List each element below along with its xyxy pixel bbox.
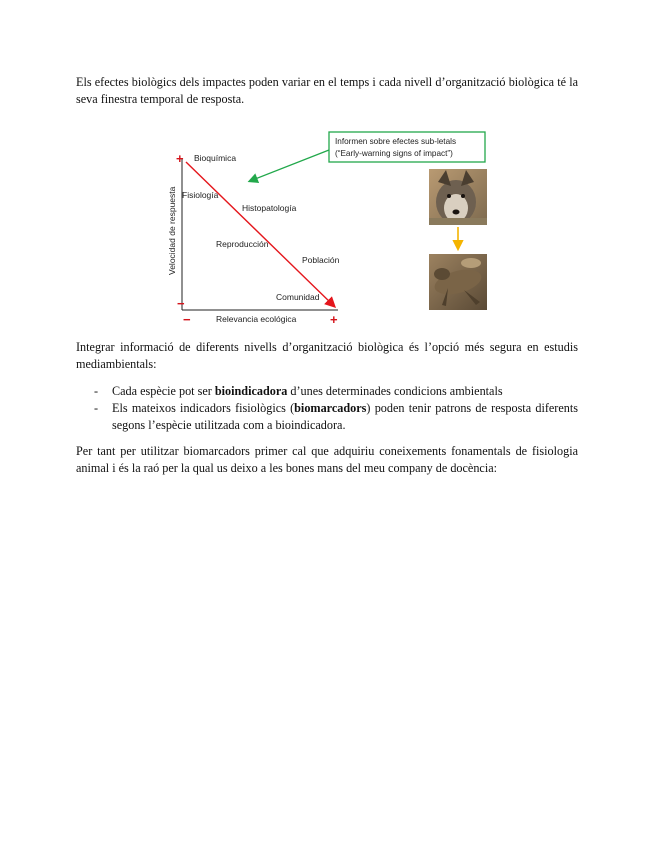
- bullet-item-bioindicator: - Cada espècie pot ser bioindicadora d’unes determinades condicions ambientals: [94, 384, 503, 398]
- response-relevance-figure: [76, 130, 578, 330]
- y-plus-mark: +: [176, 151, 184, 166]
- level-poblacion: Población: [302, 255, 340, 265]
- callout-line-1: Informen sobre efectes sub-letals: [335, 137, 457, 146]
- bullet-dash: -: [94, 401, 99, 415]
- level-comunidad: Comunidad: [276, 292, 320, 302]
- level-histopatologia: Histopatología: [242, 203, 297, 213]
- level-fisiologia: Fisiología: [182, 190, 219, 200]
- figure-svg: [76, 130, 578, 330]
- wolf-photo: [429, 169, 487, 225]
- callout-line-2: (“Early-warning signs of impact”): [335, 149, 453, 158]
- dead-animal-photo: [429, 254, 487, 310]
- bullet-dash: -: [94, 384, 99, 398]
- y-minus-mark: −: [177, 296, 185, 311]
- integration-paragraph: Integrar informació de diferents nivells d’organització biològica és l’opció més segura en estudis mediambientals:: [76, 340, 578, 371]
- level-reproduccion: Reproducción: [216, 239, 269, 249]
- y-axis-label: Velocidad de respuesta: [167, 186, 177, 275]
- level-bioquimica: Bioquímica: [194, 153, 237, 163]
- bullet-list: [76, 383, 578, 434]
- bullet-item-biomarkers: - Els mateixos indicadors fisiològics (biomarcadors) poden tenir patrons de resposta diferents segons l’espècie utilitzada com a bioindicadora.: [94, 401, 578, 432]
- bold-term-biomarcadors: biomarcadors: [294, 401, 367, 415]
- closing-paragraph: Per tant per utilitzar biomarcadors primer cal que adquiriu coneixements fonamentals de fisiologia animal i és la raó per la qual us deixo a les bones mans del meu company de docència:: [76, 444, 578, 475]
- intro-paragraph: Els efectes biològics dels impactes poden variar en el temps i cada nivell d’organització biològica té la seva finestra temporal de resposta.: [76, 75, 578, 106]
- bold-term-bioindicadora: bioindicadora: [214, 384, 288, 398]
- x-minus-mark: −: [183, 312, 191, 327]
- callout-arrow: [250, 150, 329, 181]
- x-plus-mark: +: [330, 312, 338, 327]
- x-axis-label: Relevancia ecológica: [216, 314, 297, 324]
- response-arrow: [186, 162, 334, 306]
